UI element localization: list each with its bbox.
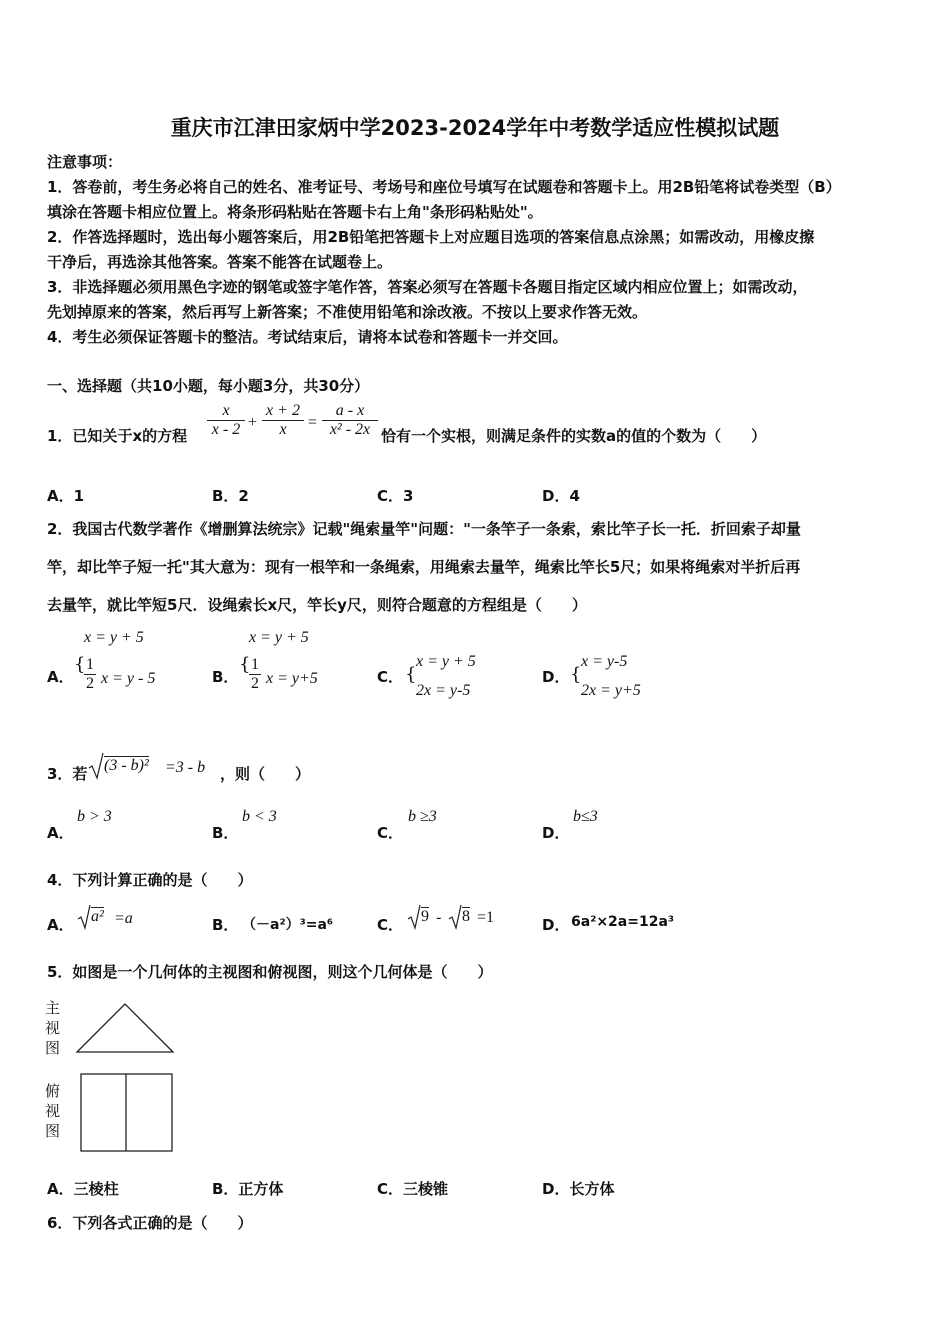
q2-option-d-label: D．: [542, 668, 570, 686]
q4-option-d-text: 6a²×2a=12a³: [571, 914, 675, 930]
brace-icon: {: [74, 654, 86, 675]
q2-option-a-eq1: x = y + 5: [84, 629, 144, 646]
q1-f2-den: x: [279, 421, 287, 438]
q4-option-a-label: A．: [47, 916, 74, 934]
sqrt-icon: [88, 752, 104, 780]
front-view-triangle: [74, 1000, 176, 1056]
q1-option-d: D．4: [542, 487, 580, 505]
brace-icon: {: [405, 664, 417, 685]
q5-option-c: C．三棱锥: [377, 1180, 449, 1198]
q2-option-b-coef: 1 2: [251, 656, 259, 692]
q1-f3-num: a - x: [335, 402, 365, 419]
q2-line: 竿，却比竿子短一托"其大意为：现有一根竿和一条绳索，用绳索去量竿，绳索比竿长5尺；如果将绳索对半折后再: [47, 558, 801, 576]
q3-rhs: =3 - b: [165, 759, 206, 776]
q2-option-d-eq1: x = y-5: [581, 653, 628, 670]
sqrt-icon: [407, 904, 421, 930]
q1-fraction-3: [322, 402, 378, 439]
q1-prefix: 1．已知关于x的方程: [47, 427, 188, 445]
q3-option-a-label: A．: [47, 824, 74, 842]
q4-option-c-rad2: 8: [462, 908, 470, 925]
q3-option-c-math: b ≥3: [408, 808, 437, 825]
q3-option-b-label: B．: [212, 824, 239, 842]
brace-icon: {: [570, 664, 582, 685]
q4-option-c-rest: =1: [477, 909, 495, 926]
q3-option-a-math: b > 3: [77, 808, 112, 825]
q1-fraction-1: [207, 402, 245, 439]
q2-option-b-eq1: x = y + 5: [249, 629, 309, 646]
q3-radicand: (3 - b)²: [104, 757, 149, 774]
sqrt-icon: [448, 904, 462, 930]
q2-option-b-eq2: x = y+5: [266, 670, 318, 687]
q1-f1-den: x - 2: [211, 421, 241, 438]
brace-icon: {: [239, 654, 251, 675]
notice-line: 2．作答选择题时，选出每小题答案后，用2B铅笔把答题卡上对应题目选项的答案信息点涂黑；如需改动，用橡皮擦: [47, 228, 815, 246]
q4-option-c-label: C．: [377, 916, 404, 934]
notice-line: 先划掉原来的答案，然后再写上新答案；不准使用铅笔和涂改液。不按以上要求作答无效。: [47, 303, 648, 321]
q2-line: 2．我国古代数学著作《增删算法统宗》记载"绳索量竿"问题："一条竿子一条索，索比竿子长一托．折回索子却量: [47, 520, 801, 538]
q6-stem: 6．下列各式正确的是（ ）: [47, 1214, 253, 1232]
q4-stem: 4．下列计算正确的是（ ）: [47, 871, 253, 889]
q3-option-c-label: C．: [377, 824, 404, 842]
q1-suffix: 恰有一个实根，则满足条件的实数a的值的个数为（ ）: [381, 427, 767, 445]
section-heading: 一、选择题（共10小题，每小题3分，共30分）: [47, 377, 370, 395]
q2-option-d-eq2: 2x = y+5: [581, 682, 641, 699]
q3-option-b-math: b < 3: [242, 808, 277, 825]
q2-option-a-eq2: x = y - 5: [101, 670, 156, 687]
notice-line: 干净后，再选涂其他答案。答案不能答在试题卷上。: [47, 253, 393, 271]
q4-option-d-label: D．: [542, 916, 570, 934]
q2-option-c-label: C．: [377, 668, 404, 686]
q1-option-c: C．3: [377, 487, 414, 505]
q1-f2-num: x + 2: [266, 402, 300, 419]
q5-option-a: A．三棱柱: [47, 1180, 119, 1198]
q4-option-c-rad1: 9: [421, 908, 429, 925]
q1-f3-den: x² - 2x: [329, 421, 371, 438]
q2-option-c-eq2: 2x = y-5: [416, 682, 471, 699]
q5-option-b: B．正方体: [212, 1180, 284, 1198]
q2-option-c-eq1: x = y + 5: [416, 653, 476, 670]
q1-plus: +: [248, 414, 258, 431]
q4-option-b-label: B．: [212, 916, 239, 934]
q4-option-a-radicand: a²: [91, 908, 104, 925]
q2-line: 去量竿，就比竿短5尺．设绳索长x尺，竿长y尺，则符合题意的方程组是（ ）: [47, 596, 587, 614]
q3-option-d-label: D．: [542, 824, 570, 842]
q5-option-d: D．长方体: [542, 1180, 615, 1198]
top-view-rectangle: [78, 1071, 176, 1153]
q1-option-b: B．2: [212, 487, 249, 505]
q1-equals: =: [308, 414, 318, 431]
q2-option-a-coef: 1 2: [86, 656, 94, 692]
notice-line: 3．非选择题必须用黑色字迹的钢笔或签字笔作答，答案必须写在答题卡各题目指定区域内相应位置上；如需改动，: [47, 278, 808, 296]
q3-option-d-math: b≤3: [573, 808, 598, 825]
sqrt-icon: [77, 904, 91, 930]
q5-stem: 5．如图是一个几何体的主视图和俯视图，则这个几何体是（ ）: [47, 963, 493, 981]
q4-option-b-text: （－a²）³=a⁶: [242, 917, 334, 933]
notice-line: 1．答卷前，考生务必将自己的姓名、准考证号、考场号和座位号填写在试题卷和答题卡上。用2B铅笔将试卷类型（B）: [47, 178, 841, 196]
q1-fraction-2: [262, 402, 304, 439]
q1-f1-num: x: [222, 402, 230, 419]
front-view-label: 主 视 图: [45, 999, 61, 1057]
q4-option-c-minus: -: [436, 909, 442, 926]
q4-option-a-rest: =a: [114, 910, 133, 927]
q2-option-a-label: A．: [47, 668, 74, 686]
q2-option-b-label: B．: [212, 668, 239, 686]
page-title: 重庆市江津田家炳中学2023-2024学年中考数学适应性模拟试题: [170, 116, 780, 140]
notice-heading: 注意事项：: [47, 153, 123, 171]
notice-line: 填涂在答题卡相应位置上。将条形码粘贴在答题卡右上角"条形码粘贴处"。: [47, 203, 543, 221]
q3-suffix: ，则（ ）: [220, 765, 311, 783]
q1-option-a: A．1: [47, 487, 85, 505]
notice-line: 4．考生必须保证答题卡的整洁。考试结束后，请将本试卷和答题卡一并交回。: [47, 328, 568, 346]
q3-prefix: 3．若: [47, 765, 88, 783]
top-view-label: 俯 视 图: [45, 1082, 61, 1140]
